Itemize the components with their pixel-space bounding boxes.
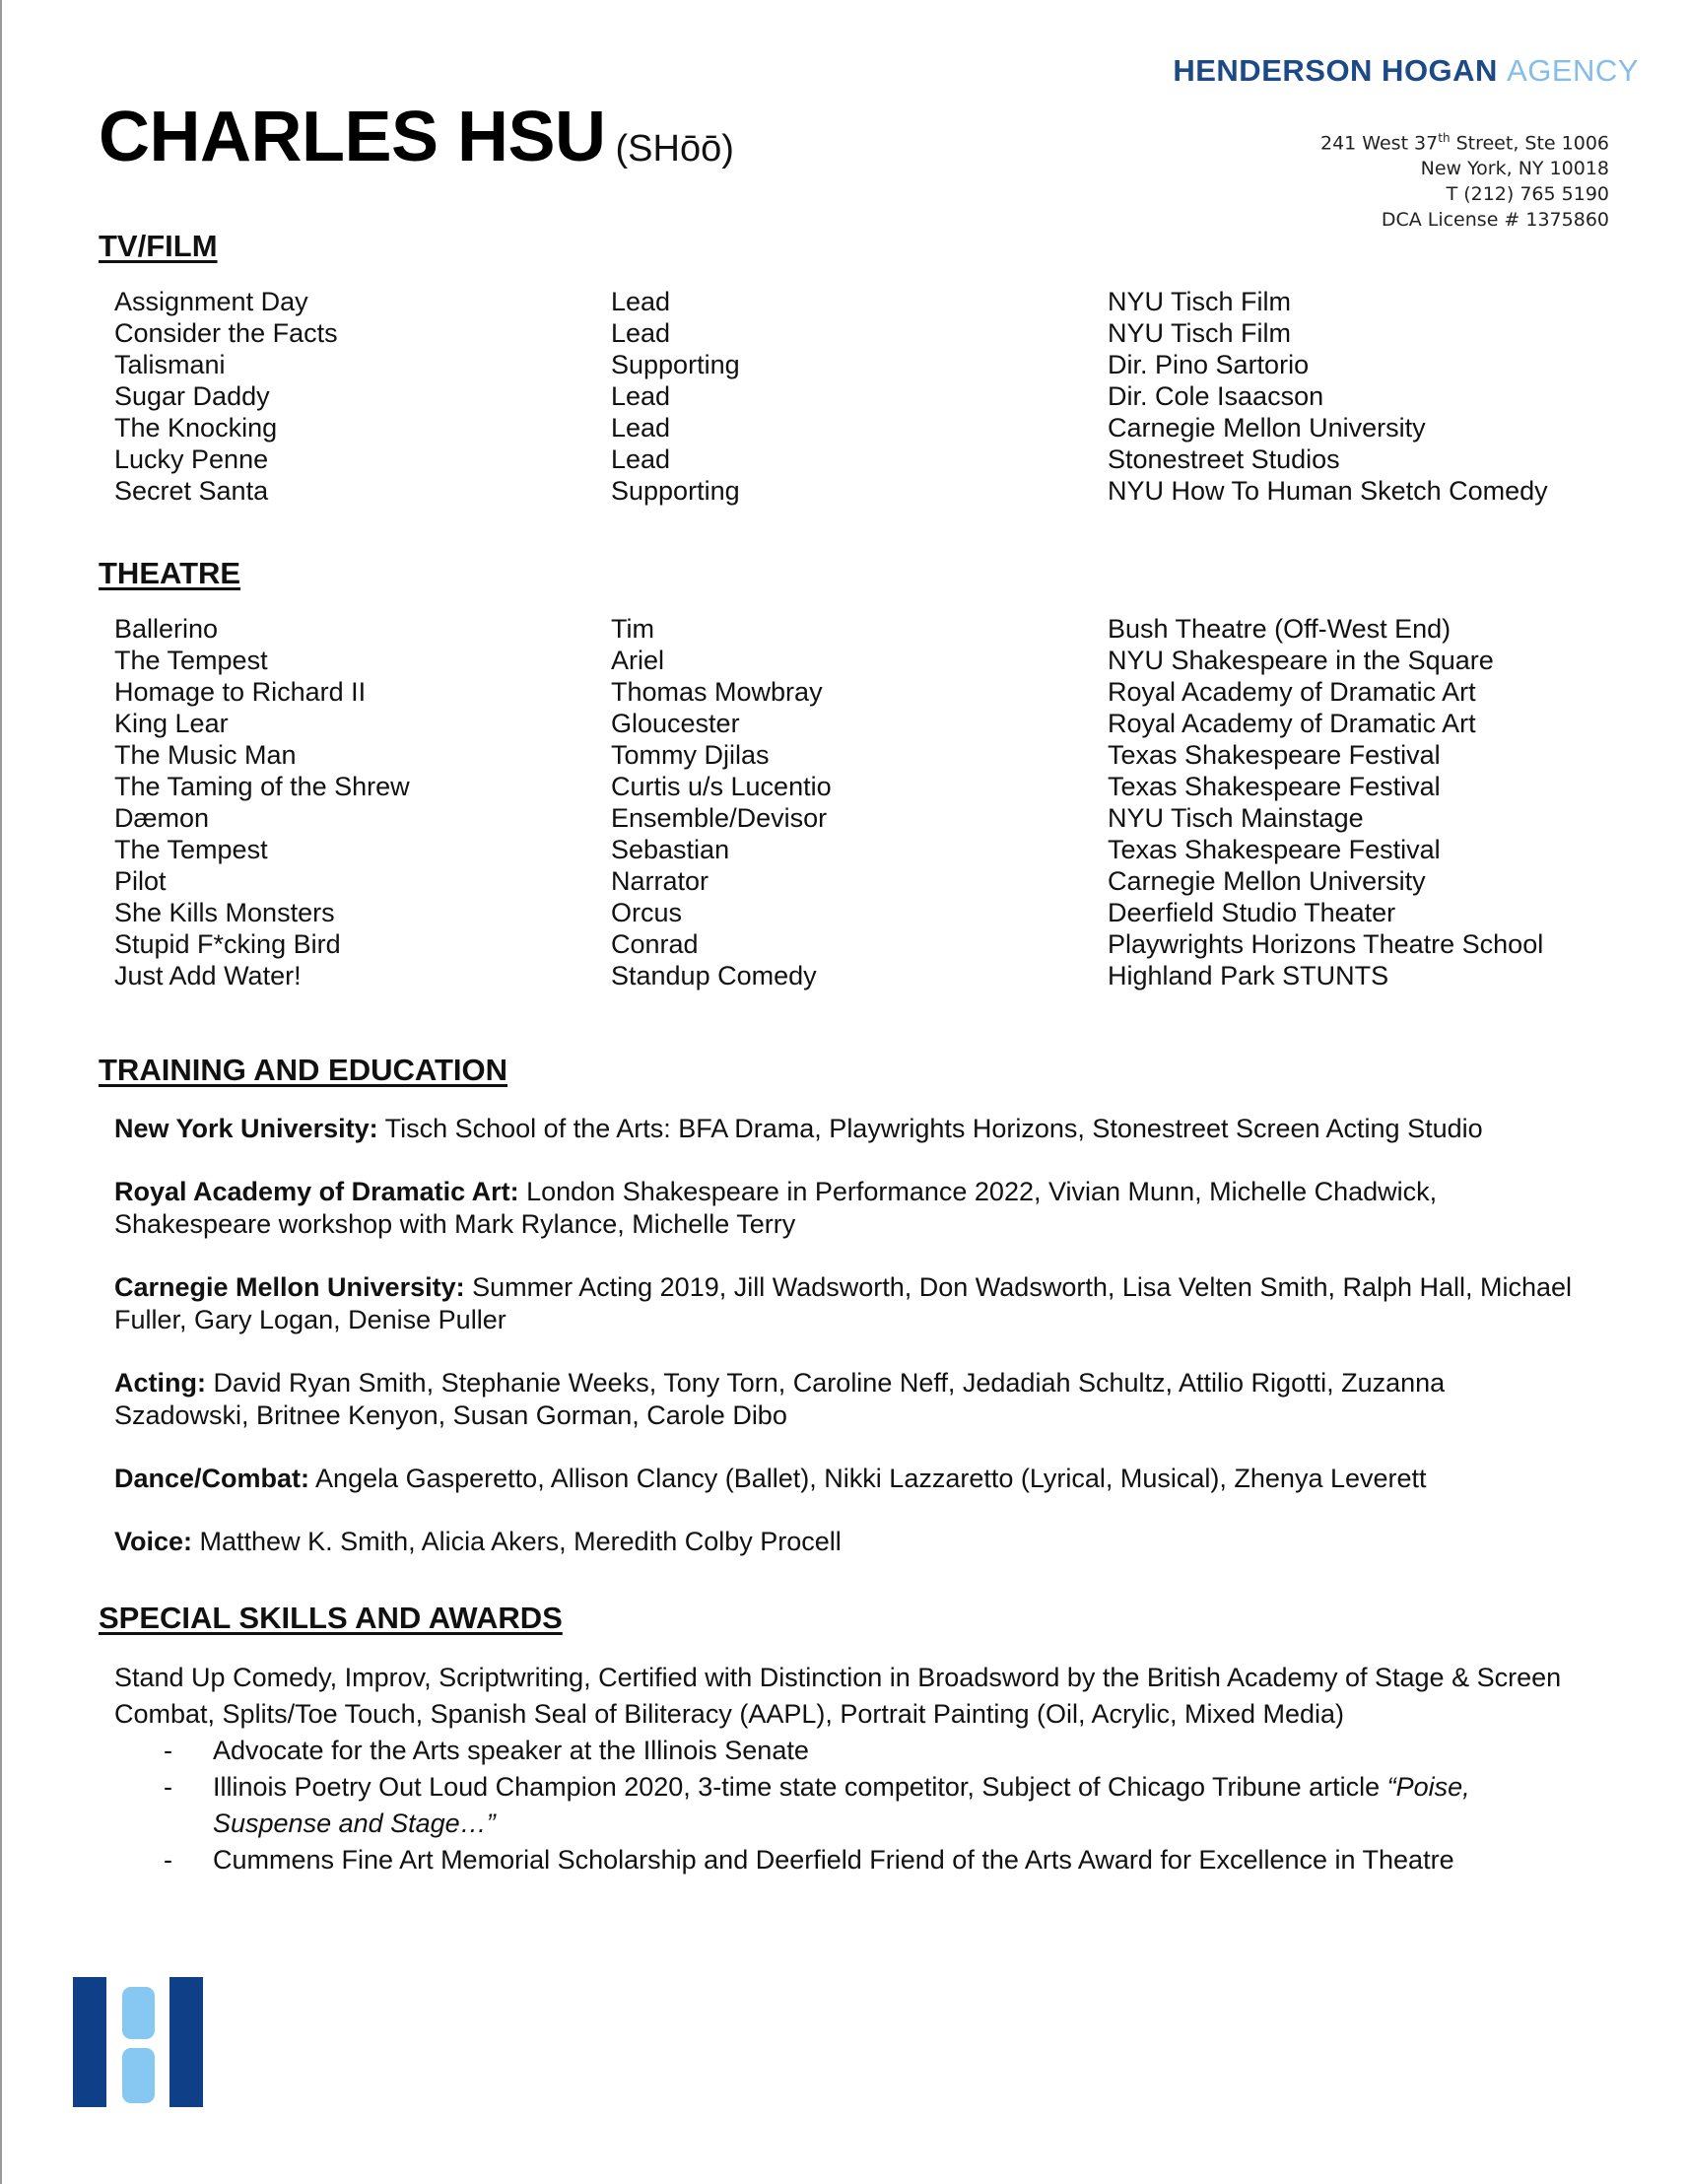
training-item-label: Royal Academy of Dramatic Art: <box>114 1177 519 1206</box>
theatre-company: Playwrights Horizons Theatre School <box>1108 929 1544 959</box>
tvfilm-company: Dir. Pino Sartorio <box>1108 350 1310 379</box>
theatre-row <box>114 865 1592 897</box>
theatre-role: Tim <box>611 614 654 644</box>
bullet-marker: - <box>164 1772 172 1802</box>
tvfilm-company: NYU How To Human Sketch Comedy <box>1108 476 1548 506</box>
tvfilm-title: Talismani <box>114 350 226 379</box>
theatre-row <box>114 739 1592 771</box>
tvfilm-company: NYU Tisch Film <box>1108 287 1292 316</box>
training-item-text: David Ryan Smith, Stephanie Weeks, Tony Torn, Caroline Neff, Jedadiah Schultz, Attilio Rigotti, Zuzanna Szadowski, Britnee Kenyon, Susan Gorman, Carole Dibo <box>114 1368 1446 1430</box>
skills-bullet-text: Advocate for the Arts speaker at the Illinois Senate <box>213 1736 809 1765</box>
skills-summary: Stand Up Comedy, Improv, Scriptwriting, Certified with Distinction in Broadsword by the British Academy of Stage & Screen Combat, Splits/Toe Touch, Spanish Seal of Biliteracy (AAPL), Portrait Painting (Oil, Acrylic, Mixed Media) <box>114 1663 1562 1729</box>
henderson-hogan-h-logo-icon <box>73 1977 203 2107</box>
address-phone: T (212) 765 5190 <box>1446 183 1609 206</box>
actor-pronunciation: (SHōō) <box>615 128 734 170</box>
theatre-row <box>114 645 1592 676</box>
skills-bullet <box>114 1733 1573 1769</box>
training-item-label: Acting: <box>114 1368 206 1398</box>
tvfilm-row <box>114 475 1592 507</box>
bullet-marker: - <box>164 1845 172 1875</box>
theatre-row <box>114 708 1592 739</box>
theatre-title: She Kills Monsters <box>114 898 335 927</box>
training-item <box>114 1526 1573 1558</box>
theatre-credits <box>114 613 1592 991</box>
tvfilm-title: The Knocking <box>114 413 278 443</box>
theatre-company: Royal Academy of Dramatic Art <box>1108 709 1476 738</box>
training-item-label: New York University: <box>114 1114 378 1143</box>
tvfilm-role: Lead <box>611 413 671 443</box>
theatre-row <box>114 802 1592 834</box>
theatre-title: Stupid F*cking Bird <box>114 929 341 959</box>
theatre-title: Dæmon <box>114 803 210 833</box>
theatre-company: NYU Tisch Mainstage <box>1108 803 1364 833</box>
tvfilm-title: Assignment Day <box>114 287 308 316</box>
theatre-row <box>114 771 1592 802</box>
theatre-title: The Taming of the Shrew <box>114 772 410 801</box>
tvfilm-company: NYU Tisch Film <box>1108 318 1292 348</box>
theatre-role: Ensemble/Devisor <box>611 803 828 833</box>
tvfilm-role: Lead <box>611 287 671 316</box>
theatre-row <box>114 613 1592 645</box>
theatre-company: Texas Shakespeare Festival <box>1108 835 1441 864</box>
theatre-company: Royal Academy of Dramatic Art <box>1108 677 1476 707</box>
agency-name <box>1173 53 1639 89</box>
skills-bullet <box>114 1769 1573 1842</box>
tvfilm-row <box>114 412 1592 444</box>
theatre-company: Deerfield Studio Theater <box>1108 898 1396 927</box>
training-item-label: Dance/Combat: <box>114 1464 310 1493</box>
theatre-title: Pilot <box>114 866 167 896</box>
page-edge <box>0 0 2 2184</box>
skills-bullets <box>114 1733 1573 1878</box>
tvfilm-row <box>114 349 1592 380</box>
training-item-text: Matthew K. Smith, Alicia Akers, Meredith Colby Procell <box>192 1527 842 1556</box>
bullet-marker: - <box>164 1736 172 1765</box>
skills-bullet-text: Cummens Fine Art Memorial Scholarship and Deerfield Friend of the Arts Award for Excellence in Theatre <box>213 1845 1454 1875</box>
tvfilm-row <box>114 444 1592 475</box>
tvfilm-role: Lead <box>611 318 671 348</box>
theatre-role: Curtis u/s Lucentio <box>611 772 832 801</box>
theatre-title: The Music Man <box>114 740 297 770</box>
theatre-company: Highland Park STUNTS <box>1108 961 1389 990</box>
actor-name: CHARLES HSU <box>99 98 606 176</box>
theatre-row <box>114 928 1592 960</box>
actor-name-block <box>99 97 734 177</box>
theatre-role: Sebastian <box>611 835 730 864</box>
skills-bullet <box>114 1842 1573 1878</box>
tvfilm-row <box>114 317 1592 349</box>
tvfilm-title: Lucky Penne <box>114 444 269 474</box>
theatre-title: King Lear <box>114 709 229 738</box>
theatre-company: Carnegie Mellon University <box>1108 866 1426 896</box>
tvfilm-role: Lead <box>611 444 671 474</box>
section-title-theatre: THEATRE <box>99 556 241 590</box>
training-item-label: Voice: <box>114 1527 193 1556</box>
theatre-title: The Tempest <box>114 835 268 864</box>
theatre-role: Conrad <box>611 929 699 959</box>
address-license: DCA License # 1375860 <box>1381 209 1609 232</box>
training-item <box>114 1367 1573 1432</box>
tvfilm-row <box>114 286 1592 317</box>
agency-address <box>1320 125 1609 233</box>
theatre-title: Ballerino <box>114 614 219 644</box>
training-item <box>114 1463 1573 1495</box>
theatre-title: Just Add Water! <box>114 961 302 990</box>
tvfilm-company: Dir. Cole Isaacson <box>1108 381 1324 411</box>
theatre-title: Homage to Richard II <box>114 677 367 707</box>
tvfilm-role: Lead <box>611 381 671 411</box>
training-item-text: Angela Gasperetto, Allison Clancy (Ballet), Nikki Lazzaretto (Lyrical, Musical), Zhenya Leverett <box>309 1464 1427 1493</box>
training-item-text: Tisch School of the Arts: BFA Drama, Playwrights Horizons, Stonestreet Screen Acting Studio <box>377 1114 1483 1143</box>
theatre-role: Thomas Mowbray <box>611 677 823 707</box>
theatre-role: Gloucester <box>611 709 740 738</box>
section-title-tvfilm: TV/FILM <box>99 229 218 263</box>
theatre-row <box>114 897 1592 928</box>
section-title-skills: SPECIAL SKILLS AND AWARDS <box>99 1601 563 1635</box>
agency-name-primary: HENDERSON HOGAN <box>1173 53 1498 88</box>
training-item <box>114 1176 1573 1241</box>
theatre-role: Tommy Djilas <box>611 740 770 770</box>
tvfilm-title: Sugar Daddy <box>114 381 270 411</box>
theatre-role: Standup Comedy <box>611 961 817 990</box>
theatre-company: Bush Theatre (Off-West End) <box>1108 614 1452 644</box>
skills-bullet-quote: “Poise, Suspense and Stage…” <box>213 1772 1470 1838</box>
tvfilm-row <box>114 380 1592 412</box>
training-list <box>114 1113 1573 1589</box>
training-item <box>114 1271 1573 1336</box>
theatre-title: The Tempest <box>114 646 268 675</box>
tvfilm-title: Consider the Facts <box>114 318 338 348</box>
tvfilm-title: Secret Santa <box>114 476 269 506</box>
address-city: New York, NY 10018 <box>1420 158 1609 180</box>
address-street: 241 West 37th Street, Ste 1006 <box>1320 131 1609 155</box>
tvfilm-company: Carnegie Mellon University <box>1108 413 1426 443</box>
theatre-company: Texas Shakespeare Festival <box>1108 740 1441 770</box>
tvfilm-credits <box>114 286 1592 507</box>
agency-name-secondary: AGENCY <box>1507 53 1639 88</box>
theatre-row <box>114 834 1592 865</box>
theatre-row <box>114 676 1592 708</box>
theatre-role: Orcus <box>611 898 683 927</box>
theatre-role: Ariel <box>611 646 665 675</box>
theatre-role: Narrator <box>611 866 709 896</box>
tvfilm-role: Supporting <box>611 476 740 506</box>
training-item-label: Carnegie Mellon University: <box>114 1272 465 1302</box>
theatre-row <box>114 960 1592 991</box>
theatre-company: NYU Shakespeare in the Square <box>1108 646 1494 675</box>
training-item <box>114 1113 1573 1145</box>
skills-block <box>114 1660 1573 1878</box>
skills-bullet-text: Illinois Poetry Out Loud Champion 2020, 3-time state competitor, Subject of Chicago Tribune article <box>213 1772 1387 1802</box>
training-item-text: London Shakespeare in Performance 2022, Vivian Munn, Michelle Chadwick, Shakespeare workshop with Mark Rylance, Michelle Terry <box>114 1177 1438 1239</box>
theatre-company: Texas Shakespeare Festival <box>1108 772 1441 801</box>
tvfilm-company: Stonestreet Studios <box>1108 444 1340 474</box>
section-title-training: TRAINING AND EDUCATION <box>99 1053 508 1087</box>
training-item-text: Summer Acting 2019, Jill Wadsworth, Don Wadsworth, Lisa Velten Smith, Ralph Hall, Michael Fuller, Gary Logan, Denise Puller <box>114 1272 1573 1334</box>
tvfilm-role: Supporting <box>611 350 740 379</box>
